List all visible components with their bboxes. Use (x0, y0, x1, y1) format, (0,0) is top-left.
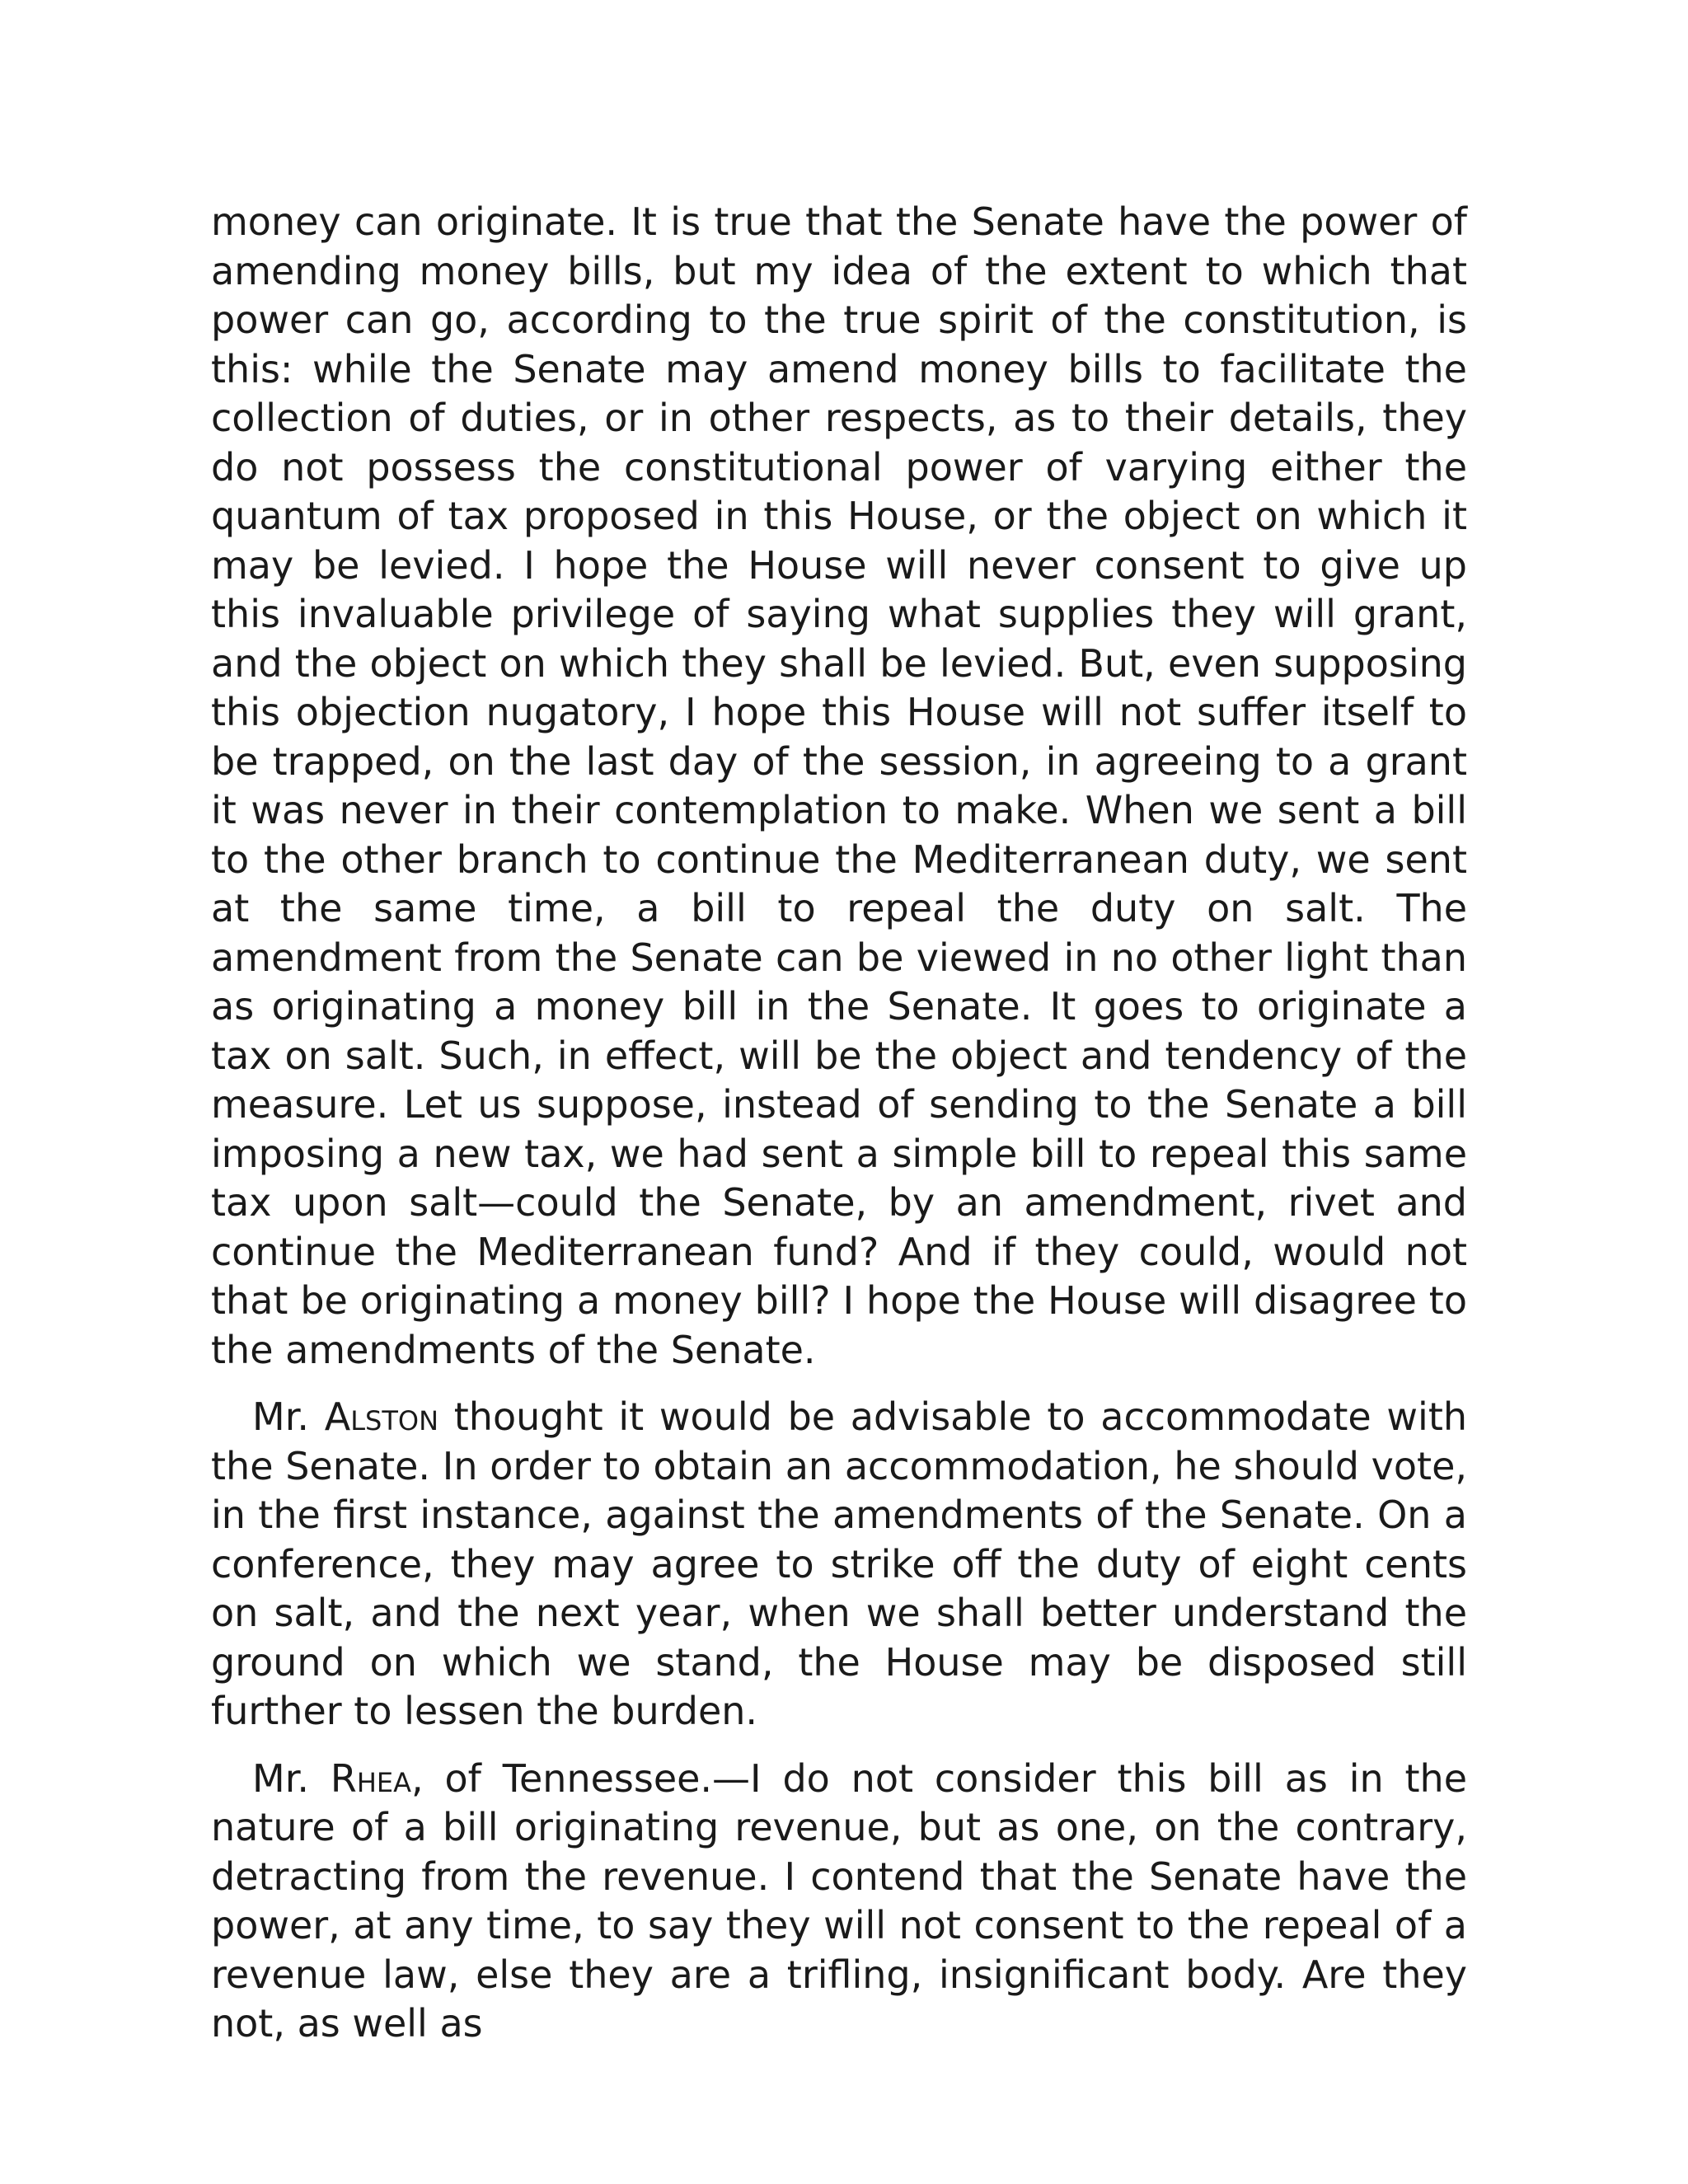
paragraph-text: , of Tennessee.—I do not consider this bill as in the nature of a bill originating revenue, but as one, on the contrary, detracting from the revenue. I contend that the Senate have the power, at any time, to say they will not consent to the repeal of a revenue law, else they are a trifling, insignificant body. Are they not, as well as (211, 1755, 1468, 2046)
speaker-prefix: Mr. (252, 1755, 331, 1801)
speaker-name: Rhea (330, 1755, 412, 1801)
paragraph-rhea (211, 1755, 1467, 2049)
paragraph-text: money can originate. It is true that the Senate have the power of amending money bills, but my idea of the extent to which that power can go, according to the true spirit of the constitution, is this: while the Senate may amend money bills to facilitate the collection of duties, or in other respects, as to their details, they do not possess the constitutional power of varying either the quantum of tax proposed in this House, or the object on which it may be levied. I hope the House will never consent to give up this invaluable privilege of saying what supplies they will grant, and the object on which they shall be levied. But, even supposing this objection nugatory, I hope this House will not suffer itself to be trapped, on the last day of the session, in agreeing to a grant it was never in their contemplation to make. When we sent a bill to the other branch to continue the Mediterranean duty, we sent at the same time, a bill to repeal the duty on salt. The amendment from the Senate can be viewed in no other light than as originating a money bill in the Senate. It goes to originate a tax on salt. Such, in effect, will be the object and tendency of the measure. Let us suppose, instead of sending to the Senate a bill imposing a new tax, we had sent a simple bill to repeal this same tax upon salt—could the Senate, by an amendment, rivet and continue the Mediterranean fund? And if they could, would not that be originating a money bill? I hope the House will disagree to the amendments of the Senate. (211, 199, 1467, 1372)
paragraph-text: thought it would be advisable to accommodate with the Senate. In order to obtain an accommodation, he should vote, in the first instance, against the amendments of the Senate. On a conference, they may agree to strike off the duty of eight cents on salt, and the next year, when we shall better understand the ground on which we stand, the House may be disposed still further to lessen the burden. (211, 1394, 1468, 1733)
paragraph-continuation (211, 198, 1467, 1375)
speaker-name: Alston (324, 1394, 439, 1439)
speaker-prefix: Mr. (252, 1394, 325, 1439)
document-page (211, 198, 1467, 2049)
paragraph-alston (211, 1393, 1467, 1736)
